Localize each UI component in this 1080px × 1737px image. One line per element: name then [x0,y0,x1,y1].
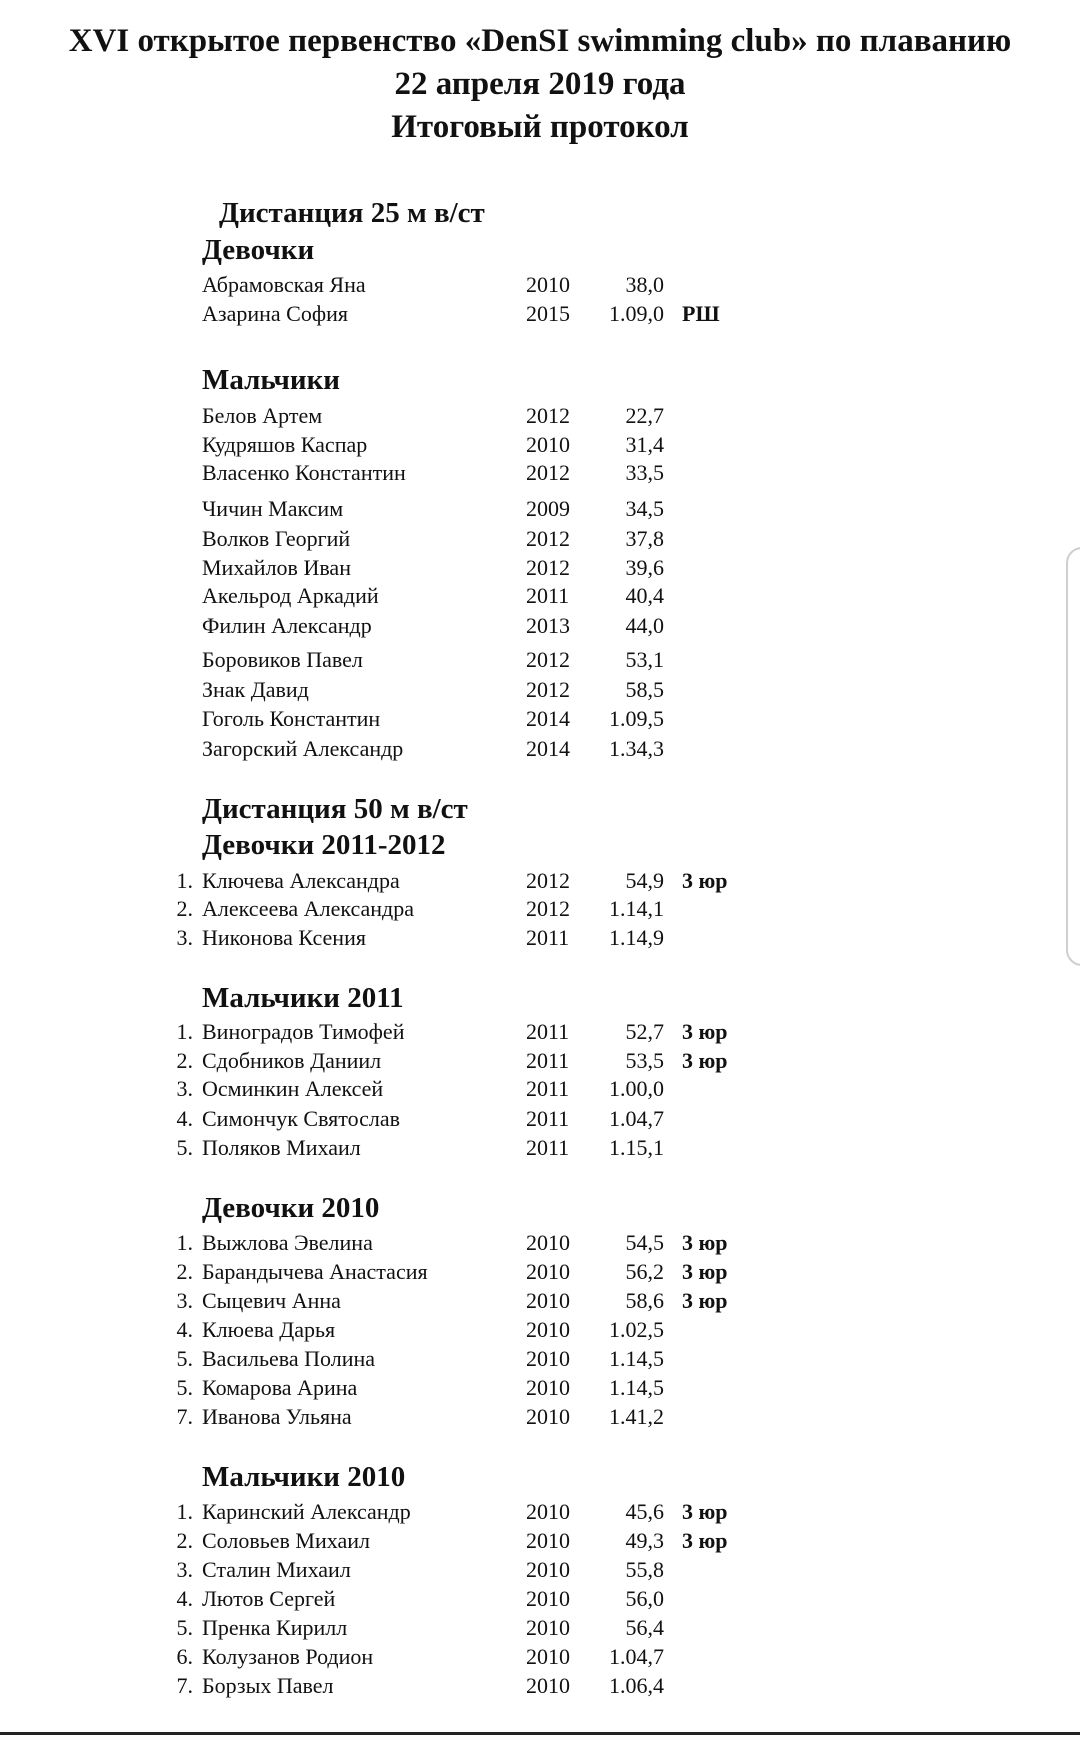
birth-year: 2010 [526,1673,570,1698]
result-time: 33,5 [625,460,664,485]
birth-year: 2010 [526,1230,570,1255]
athlete-name: Симончук Святослав [202,1106,401,1131]
birth-year: 2010 [526,272,570,297]
athlete-name: Виноградов Тимофей [202,1019,405,1044]
athlete-name: Сдобников Даниил [202,1048,382,1073]
result-time: 52,7 [625,1019,664,1044]
athlete-name: Сталин Михаил [202,1557,351,1582]
place-number: 4. [176,1586,193,1611]
scroll-handle[interactable] [1066,547,1080,966]
birth-year: 2010 [526,1644,570,1669]
result-time: 56,4 [625,1615,664,1640]
place-number: 5. [176,1346,193,1371]
athlete-name: Гоголь Константин [202,706,381,731]
birth-year: 2011 [526,1048,570,1073]
group-heading-boys-2010: Мальчики 2010 [202,1461,406,1493]
birth-year: 2012 [526,555,570,580]
distance-25-heading: Дистанция 25 м в/ст [219,197,485,229]
result-time: 22,7 [625,403,664,428]
athlete-name: Михайлов Иван [202,555,351,580]
athlete-name: Власенко Константин [202,460,406,485]
athlete-name: Акельрод Аркадий [202,583,379,608]
result-time: 56,0 [625,1586,664,1611]
sport-rank: 3 юр [682,1259,728,1284]
place-number: 2. [176,896,193,921]
birth-year: 2012 [526,647,570,672]
place-number: 2. [176,1048,193,1073]
protocol-title: Итоговый протокол [391,109,689,145]
group-heading-boys-2011: Мальчики 2011 [202,982,404,1014]
sport-rank: 3 юр [682,1499,728,1524]
result-time: 1.00,0 [609,1076,664,1101]
birth-year: 2012 [526,526,570,551]
competition-date: 22 апреля 2019 года [394,66,686,102]
place-number: 1. [176,1499,193,1524]
result-time: 49,3 [625,1528,664,1553]
result-time: 1.15,1 [609,1135,664,1160]
birth-year: 2011 [526,1135,570,1160]
result-time: 53,5 [625,1048,664,1073]
athlete-name: Загорский Александр [202,736,404,761]
sport-rank: 3 юр [682,1528,728,1553]
place-number: 3. [176,1076,193,1101]
result-time: 58,5 [625,677,664,702]
athlete-name: Белов Артем [202,403,323,428]
place-number: 3. [176,1288,193,1313]
place-number: 2. [176,1528,193,1553]
birth-year: 2010 [526,1557,570,1582]
result-time: 31,4 [625,432,664,457]
athlete-name: Знак Давид [202,677,309,702]
place-number: 4. [176,1106,193,1131]
athlete-name: Борзых Павел [202,1673,334,1698]
result-time: 58,6 [625,1288,664,1313]
result-time: 54,5 [625,1230,664,1255]
birth-year: 2010 [526,1317,570,1342]
result-time: 1.09,0 [609,301,664,326]
birth-year: 2010 [526,1346,570,1371]
place-number: 3. [176,1557,193,1582]
birth-year: 2012 [526,403,570,428]
athlete-name: Филин Александр [202,613,372,638]
group-heading-boys: Мальчики [202,364,341,396]
place-number: 7. [176,1673,193,1698]
athlete-name: Алексеева Александра [202,896,414,921]
place-number: 3. [176,925,193,950]
sport-rank: 3 юр [682,1230,728,1255]
result-time: 54,9 [625,868,664,893]
birth-year: 2012 [526,460,570,485]
place-number: 5. [176,1615,193,1640]
result-time: 53,1 [625,647,664,672]
birth-year: 2009 [526,496,570,521]
athlete-name: Ключева Александра [202,868,400,893]
group-heading-girls-2010: Девочки 2010 [202,1192,380,1224]
result-time: 1.06,4 [609,1673,664,1698]
birth-year: 2010 [526,1288,570,1313]
athlete-name: Клюева Дарья [202,1317,336,1342]
place-number: 5. [176,1135,193,1160]
birth-year: 2015 [526,301,570,326]
result-time: 44,0 [625,613,664,638]
athlete-name: Барандычева Анастасия [202,1259,428,1284]
birth-year: 2011 [526,1019,570,1044]
result-time: 1.41,2 [609,1404,664,1429]
athlete-name: Каринский Александр [202,1499,411,1524]
sport-rank: РШ [682,301,720,326]
birth-year: 2010 [526,1615,570,1640]
birth-year: 2013 [526,613,570,638]
athlete-name: Азарина София [202,301,348,326]
athlete-name: Лютов Сергей [202,1586,336,1611]
place-number: 1. [176,1019,193,1044]
place-number: 6. [176,1644,193,1669]
birth-year: 2011 [526,583,570,608]
birth-year: 2011 [526,925,570,950]
athlete-name: Выжлова Эвелина [202,1230,373,1255]
athlete-name: Абрамовская Яна [202,272,366,297]
result-time: 56,2 [625,1259,664,1284]
birth-year: 2014 [526,736,570,761]
birth-year: 2011 [526,1106,570,1131]
athlete-name: Комарова Арина [202,1375,358,1400]
athlete-name: Чичин Максим [202,496,344,521]
result-time: 37,8 [625,526,664,551]
sport-rank: 3 юр [682,1048,728,1073]
athlete-name: Боровиков Павел [202,647,363,672]
result-time: 1.34,3 [609,736,664,761]
place-number: 2. [176,1259,193,1284]
birth-year: 2014 [526,706,570,731]
birth-year: 2012 [526,677,570,702]
place-number: 1. [176,1230,193,1255]
athlete-name: Никонова Ксения [202,925,366,950]
distance-50-heading: Дистанция 50 м в/ст [202,793,468,825]
birth-year: 2010 [526,1586,570,1611]
bottom-divider [0,1732,1080,1735]
athlete-name: Соловьев Михаил [202,1528,370,1553]
birth-year: 2010 [526,432,570,457]
group-heading-girls-2011-2012: Девочки 2011-2012 [202,829,446,861]
birth-year: 2012 [526,868,570,893]
birth-year: 2011 [526,1076,570,1101]
athlete-name: Васильева Полина [202,1346,376,1371]
result-time: 55,8 [625,1557,664,1582]
result-time: 34,5 [625,496,664,521]
result-time: 1.09,5 [609,706,664,731]
result-time: 40,4 [625,583,664,608]
place-number: 5. [176,1375,193,1400]
document-header [0,20,1080,149]
result-time: 1.14,9 [609,925,664,950]
place-number: 4. [176,1317,193,1342]
athlete-name: Осминкин Алексей [202,1076,384,1101]
athlete-name: Кудряшов Каспар [202,432,368,457]
sport-rank: 3 юр [682,868,728,893]
result-time: 39,6 [625,555,664,580]
result-time: 1.04,7 [609,1106,664,1131]
result-time: 45,6 [625,1499,664,1524]
birth-year: 2010 [526,1259,570,1284]
birth-year: 2010 [526,1528,570,1553]
birth-year: 2010 [526,1404,570,1429]
athlete-name: Колузанов Родион [202,1644,374,1669]
athlete-name: Пренка Кирилл [202,1615,348,1640]
athlete-name: Волков Георгий [202,526,351,551]
result-time: 38,0 [625,272,664,297]
birth-year: 2010 [526,1499,570,1524]
sport-rank: 3 юр [682,1288,728,1313]
result-time: 1.14,1 [609,896,664,921]
group-heading-girls: Девочки [202,234,315,266]
result-time: 1.02,5 [609,1317,664,1342]
birth-year: 2010 [526,1375,570,1400]
athlete-name: Поляков Михаил [202,1135,361,1160]
athlete-name: Сыцевич Анна [202,1288,341,1313]
result-time: 1.04,7 [609,1644,664,1669]
sport-rank: 3 юр [682,1019,728,1044]
birth-year: 2012 [526,896,570,921]
place-number: 1. [176,868,193,893]
result-time: 1.14,5 [609,1346,664,1371]
athlete-name: Иванова Ульяна [202,1404,352,1429]
place-number: 7. [176,1404,193,1429]
result-time: 1.14,5 [609,1375,664,1400]
competition-title: XVI открытое первенство «DenSI swimming club» по плаванию [68,23,1012,59]
